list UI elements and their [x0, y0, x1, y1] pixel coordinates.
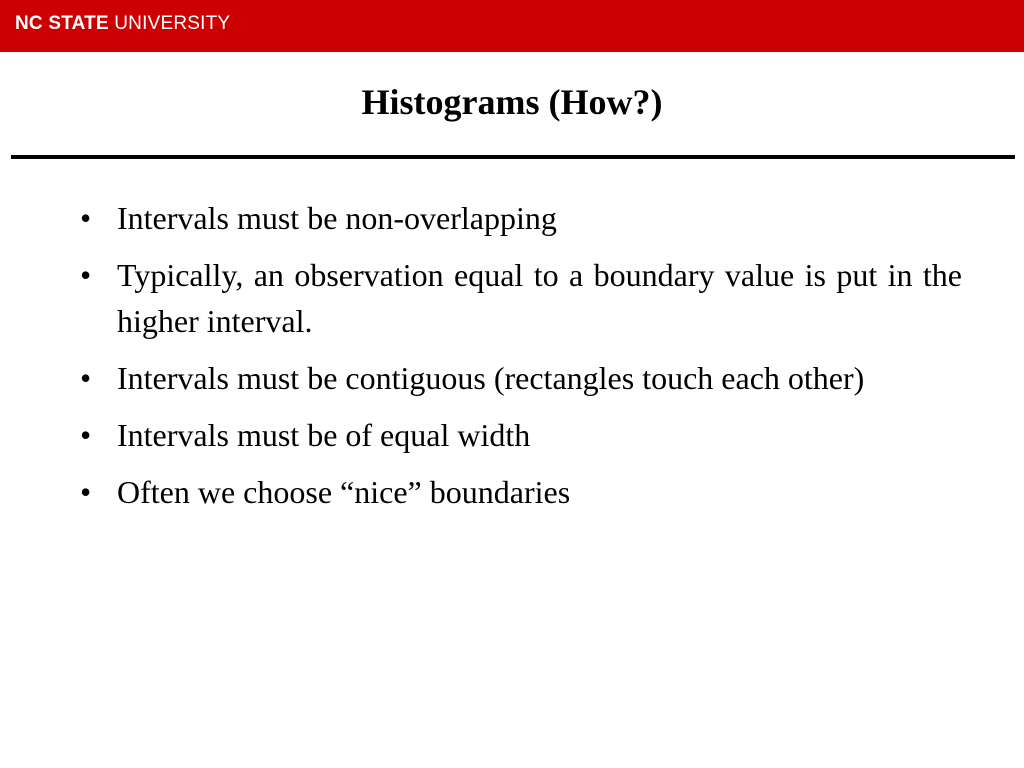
bullet-item	[76, 469, 962, 515]
bullet-icon: •	[80, 417, 92, 453]
slide-title: Histograms (How?)	[361, 82, 663, 122]
bullet-icon: •	[80, 474, 92, 510]
bullet-text: Often we choose “nice” boundaries	[117, 474, 571, 510]
bullet-item	[76, 355, 962, 401]
university-banner	[0, 0, 1024, 52]
university-logo	[15, 13, 230, 35]
bullet-text: Intervals must be of equal width	[117, 417, 531, 453]
logo-brand-bold: NC STATE	[15, 13, 109, 34]
bullet-icon: •	[80, 200, 92, 236]
bullet-icon: •	[80, 257, 92, 293]
bullet-item	[76, 195, 962, 241]
bullet-icon: •	[80, 360, 92, 396]
bullet-text: Intervals must be non-overlapping	[117, 200, 557, 236]
title-divider	[11, 155, 1015, 159]
bullet-item	[76, 412, 962, 458]
bullet-item	[76, 252, 962, 344]
bullet-text: Intervals must be contiguous (rectangles touch each other)	[117, 360, 865, 396]
logo-brand-light: UNIVERSITY	[114, 13, 231, 34]
bullet-text: Typically, an observation equal to a boundary value is put in the higher interval.	[117, 257, 962, 339]
bullet-list	[76, 195, 962, 526]
